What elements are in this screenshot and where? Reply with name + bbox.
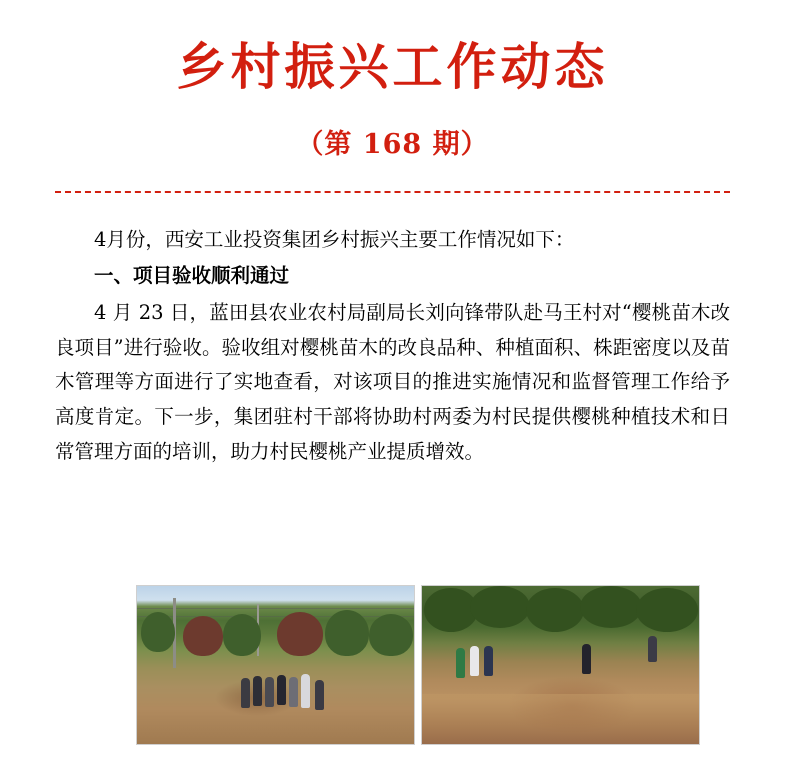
photo-orchard-inspection-group: [136, 585, 415, 745]
section-paragraph-1: 4 月 23 日，蓝田县农业农村局副局长刘向锋带队赴马王村对“樱桃苗木改良项目”进行验收。验收组对樱桃苗木的改良品种、种植面积、株距密度以及苗木管理等方面进行了实地查看，对该项目的推进实施情况和监督管理工作给予高度肯定。下一步，集团驻村干部将协助村两委为村民提供樱桃种植技术和日常管理方面的培训，助力村民樱桃产业提质增效。: [55, 300, 730, 463]
person: [301, 674, 310, 708]
power-line-secondary: [137, 616, 414, 617]
person: [456, 648, 465, 678]
dirt-path: [422, 694, 699, 744]
tree: [470, 586, 530, 628]
power-line: [137, 608, 414, 609]
photo-row: [136, 585, 700, 745]
person: [289, 677, 298, 707]
masthead: [55, 0, 730, 161]
divider: [55, 191, 730, 201]
tree: [325, 610, 369, 656]
person: [265, 677, 274, 707]
issue-number: （第 168 期）: [296, 128, 489, 160]
tree: [277, 612, 323, 656]
people-group: [241, 668, 337, 714]
person: [241, 678, 250, 708]
tree: [141, 612, 175, 652]
tree: [526, 588, 584, 632]
person: [470, 646, 479, 676]
tree: [580, 586, 642, 628]
article-body: [55, 223, 730, 470]
section-heading-1: 一、项目验收顺利通过: [94, 264, 290, 288]
person: [484, 646, 493, 676]
person: [253, 676, 262, 706]
dashed-red-rule: [55, 191, 730, 193]
person: [648, 636, 657, 662]
photo-hillside-inspection: [421, 585, 700, 745]
intro-paragraph: 4月份，西安工业投资集团乡村振兴主要工作情况如下：: [94, 227, 575, 251]
person: [582, 644, 591, 674]
page-title: 乡村振兴工作动态: [176, 37, 609, 96]
tree: [636, 588, 698, 632]
person: [315, 680, 324, 710]
tree: [223, 614, 261, 656]
person: [277, 675, 286, 705]
tree: [369, 614, 413, 656]
tree: [183, 616, 223, 656]
